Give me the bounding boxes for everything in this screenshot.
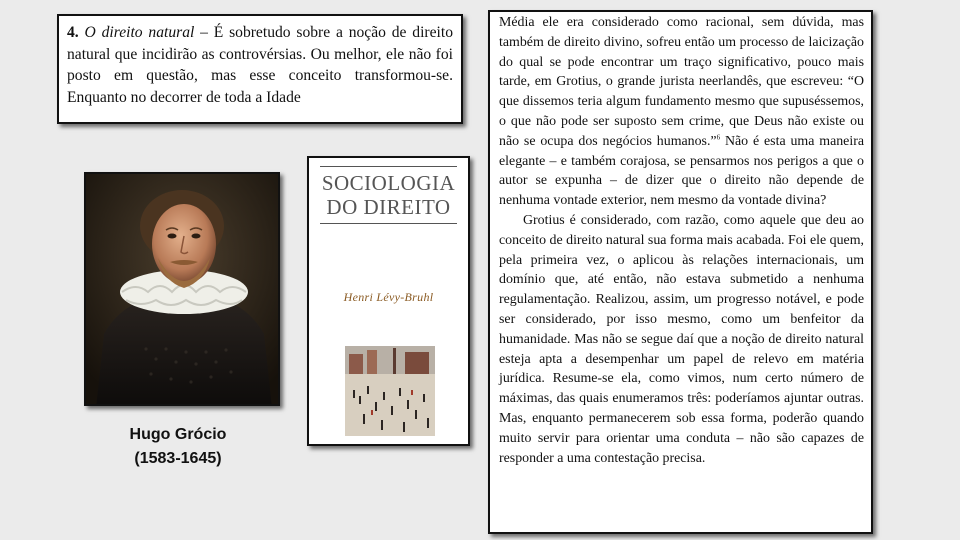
book-title-line1: SOCIOLOGIA bbox=[321, 171, 456, 195]
section-number: 4. bbox=[67, 24, 79, 41]
portrait-name: Hugo Grócio bbox=[129, 426, 227, 443]
excerpt-natural-law-intro bbox=[57, 14, 463, 124]
footnote-mark: 6 bbox=[716, 133, 721, 142]
cover-bottom-rule bbox=[320, 223, 457, 224]
paragraph-1-continuation: Não é esta uma maneira elegante – e também corajosa, se pensarmos nos perigos a que o autor se expunha – de dizer que o direito não depende de nenhuma vontade exterior, nem mesmo da vontade divina? bbox=[499, 133, 864, 209]
paragraph-1-text: Média ele era considerado como racional, sem dúvida, mas também de direito divino, sofreu então um processo de laicização do qual se pode encontrar um traço significativo, pouco mais tarde, em Grotius, o grande jurista neerlandês, que escreveu: “O que dissemos teria algum fundamento mesmo que supuséssemos, o que não pode ser suposto sem crime, que Deus não existe ou não se ocupa dos negócios humanos.” bbox=[499, 15, 864, 149]
book-author: Henri Lévy-Bruhl bbox=[343, 290, 434, 304]
portrait-caption bbox=[118, 423, 238, 471]
excerpt-top-text bbox=[67, 22, 453, 108]
book-cover bbox=[307, 156, 470, 446]
section-heading: O direito natural bbox=[84, 24, 195, 41]
excerpt-top-body: – É sobretudo sobre a noção de direito natural que incidirão as controvérsias. Ou melhor, ele não foi posto em questão, mas esse conceito transformou-se. Enquanto no decorrer de toda a Idade bbox=[67, 24, 453, 106]
book-title bbox=[317, 167, 460, 223]
excerpt-grotius bbox=[488, 10, 873, 534]
book-title-line2: DO DIREITO bbox=[326, 195, 451, 219]
excerpt-paragraph-1 bbox=[499, 13, 864, 211]
portrait-painting bbox=[86, 174, 280, 406]
portrait-years: (1583-1645) bbox=[134, 450, 222, 467]
cover-painting bbox=[345, 346, 435, 436]
excerpt-paragraph-2: Grotius é considerado, com razão, como aquele que deu ao conceito de direito natural sua forma mais acabada. Foi ele quem, pela primeira vez, o aplicou às relações internacionais, um domínio que, até então, não estava submetido a nenhuma regulamentação. Realizou, assim, um progresso notável, e pode ser considerado, por isso mesmo, como um benfeitor da humanidade. Mas não se segue daí que a noção de direito natural esteja apta a desempenhar um papel de relevo em matéria jurídica. Resume-se ela, como vimos, num certo número de máximas, das quais enumeramos três: poderíamos ajuntar outras. Mas, enquanto permanecerem sob essa forma, poderão quando muito servir para orientar uma conduta – não são capazes de responder a uma contestação precisa. bbox=[499, 212, 864, 466]
portrait-image bbox=[84, 172, 280, 406]
